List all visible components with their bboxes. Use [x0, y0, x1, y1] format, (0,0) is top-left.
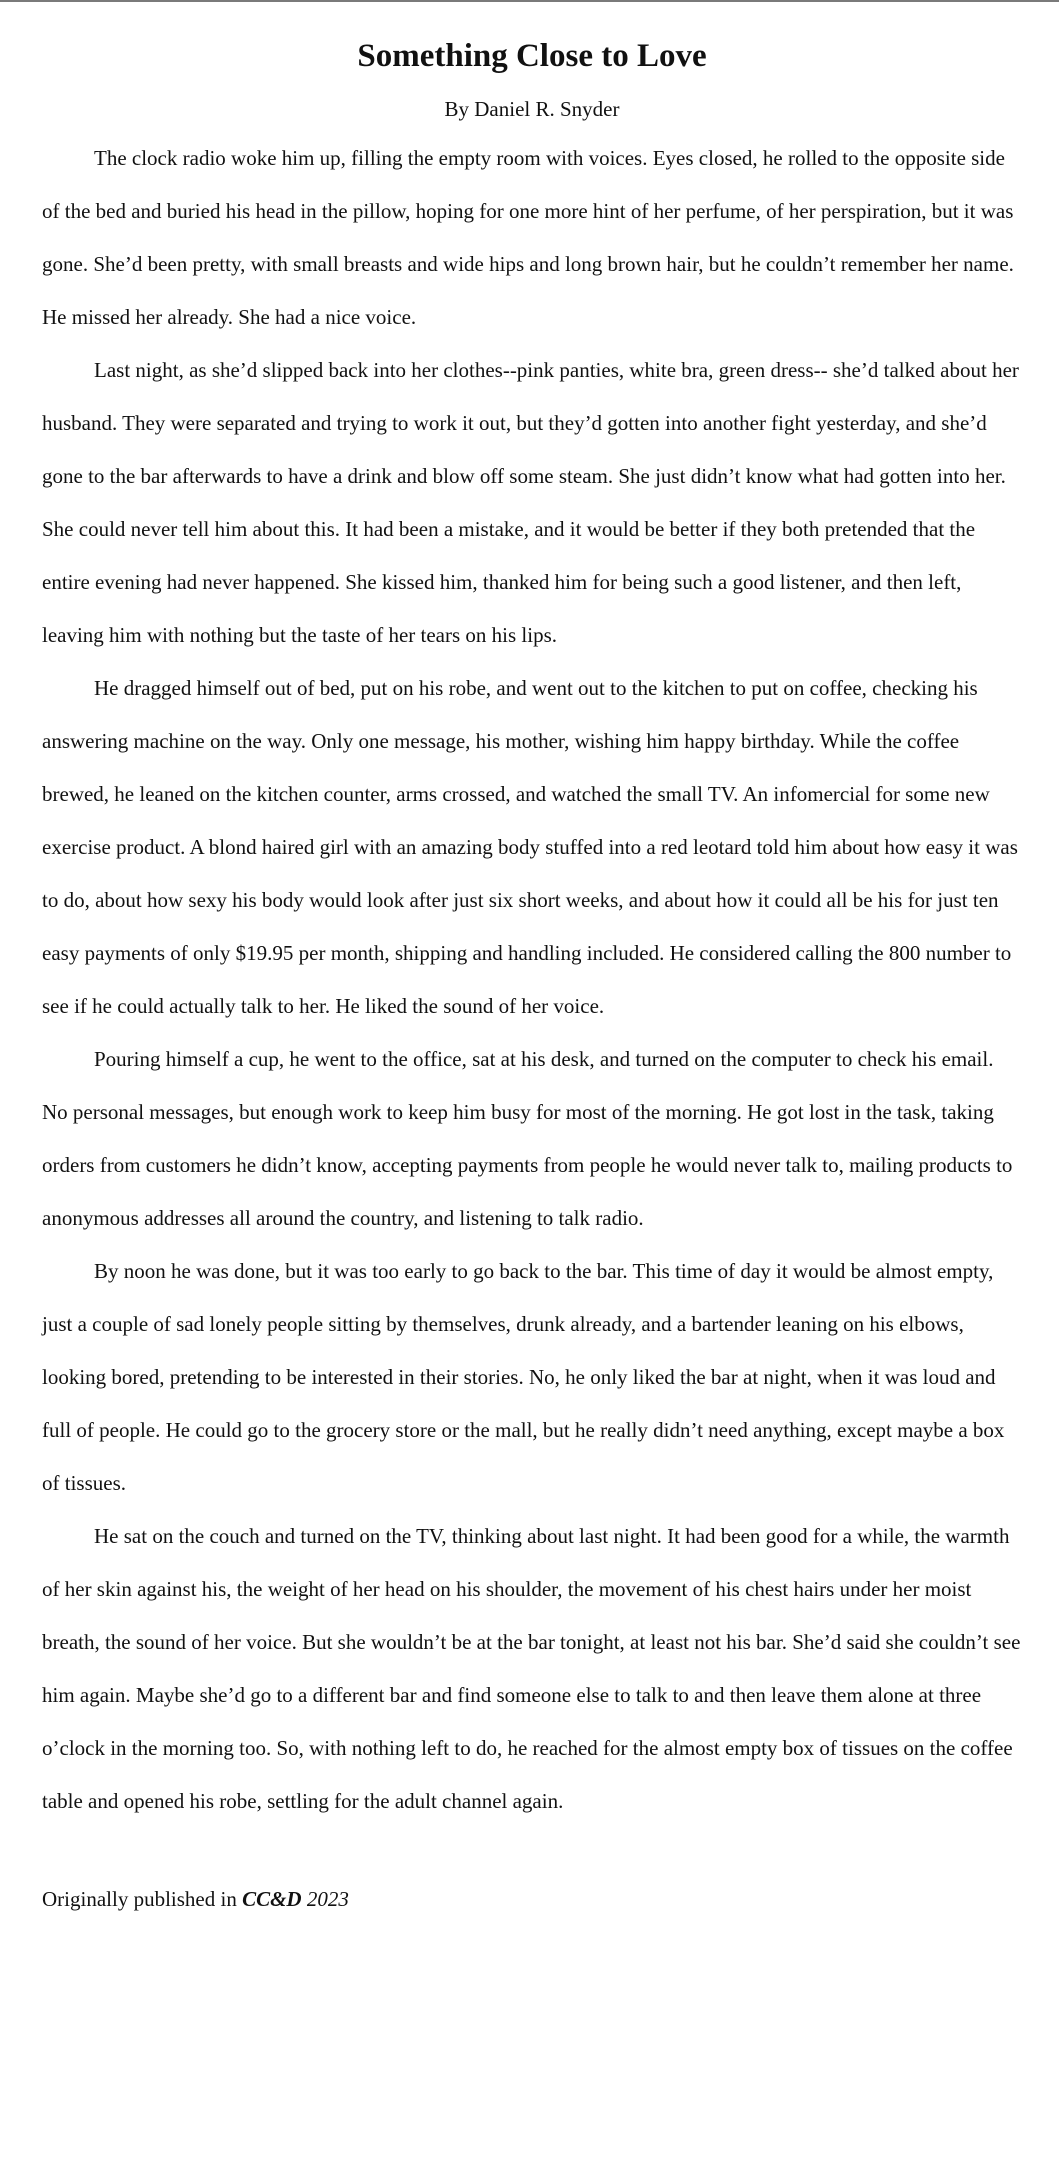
publication-note [42, 1884, 1022, 1914]
publication-prefix: Originally published in [42, 1887, 243, 1911]
story-byline: By Daniel R. Snyder [444, 97, 620, 121]
story-paragraph-2: Last night, as she’d slipped back into her clothes--pink panties, white bra, green dress-- she’d talked about her husband. They were separated and trying to work it out, but they’d gotten into another fight yesterday, and she’d gone to the bar afterwards to have a drink and blow off some steam. She just didn’t know what had gotten into her. She could never tell him about this. It had been a mistake, and it would be better if they both pretended that the entire evening had never happened. She kissed him, thanked him for being such a good listener, and then left, leaving him with nothing but the taste of her tears on his lips. [42, 358, 1019, 647]
story-page [42, 34, 1022, 1914]
top-divider [0, 0, 1059, 2]
story-paragraph-6: He sat on the couch and turned on the TV, thinking about last night. It had been good for a while, the warmth of her skin against his, the weight of her head on his shoulder, the movement of his chest hairs under her moist breath, the sound of her voice. But she wouldn’t be at the bar tonight, at least not his bar. She’d said she couldn’t see him again. Maybe she’d go to a different bar and find someone else to talk to and then leave them alone at three o’clock in the morning too. So, with nothing left to do, he reached for the almost empty box of tissues on the coffee table and opened his robe, settling for the adult channel again. [42, 1524, 1021, 1813]
publication-year: 2023 [306, 1887, 349, 1911]
story-paragraph-3: He dragged himself out of bed, put on his robe, and went out to the kitchen to put on coffee, checking his answering machine on the way. Only one message, his mother, wishing him happy birthday. While the coffee brewed, he leaned on the kitchen counter, arms crossed, and watched the small TV. An infomercial for some new exercise product. A blond haired girl with an amazing body stuffed into a red leotard told him about how easy it was to do, about how sexy his body would look after just six short weeks, and about how it could all be his for just ten easy payments of only $19.95 per month, shipping and handling included. He considered calling the 800 number to see if he could actually talk to her. He liked the sound of her voice. [42, 676, 1018, 1018]
story-paragraph-1: The clock radio woke him up, filling the empty room with voices. Eyes closed, he rolled to the opposite side of the bed and buried his head in the pillow, hoping for one more hint of her perfume, of her perspiration, but it was gone. She’d been pretty, with small breasts and wide hips and long brown hair, but he couldn’t remember her name. He missed her already. She had a nice voice. [42, 146, 1014, 329]
story-paragraph-5: By noon he was done, but it was too early to go back to the bar. This time of day it would be almost empty, just a couple of sad lonely people sitting by themselves, drunk already, and a bartender leaning on his elbows, looking bored, pretending to be interested in their stories. No, he only liked the bar at night, when it was loud and full of people. He could go to the grocery store or the mall, but he really didn’t need anything, except maybe a box of tissues. [42, 1259, 1005, 1495]
publication-name: CC&D [242, 1887, 302, 1911]
story-paragraph-4: Pouring himself a cup, he went to the office, sat at his desk, and turned on the computer to check his email. No personal messages, but enough work to keep him busy for most of the morning. He got lost in the task, taking orders from customers he didn’t know, accepting payments from people he would never talk to, mailing products to anonymous addresses all around the country, and listening to talk radio. [42, 1047, 1013, 1230]
story-title: Something Close to Love [357, 38, 707, 74]
